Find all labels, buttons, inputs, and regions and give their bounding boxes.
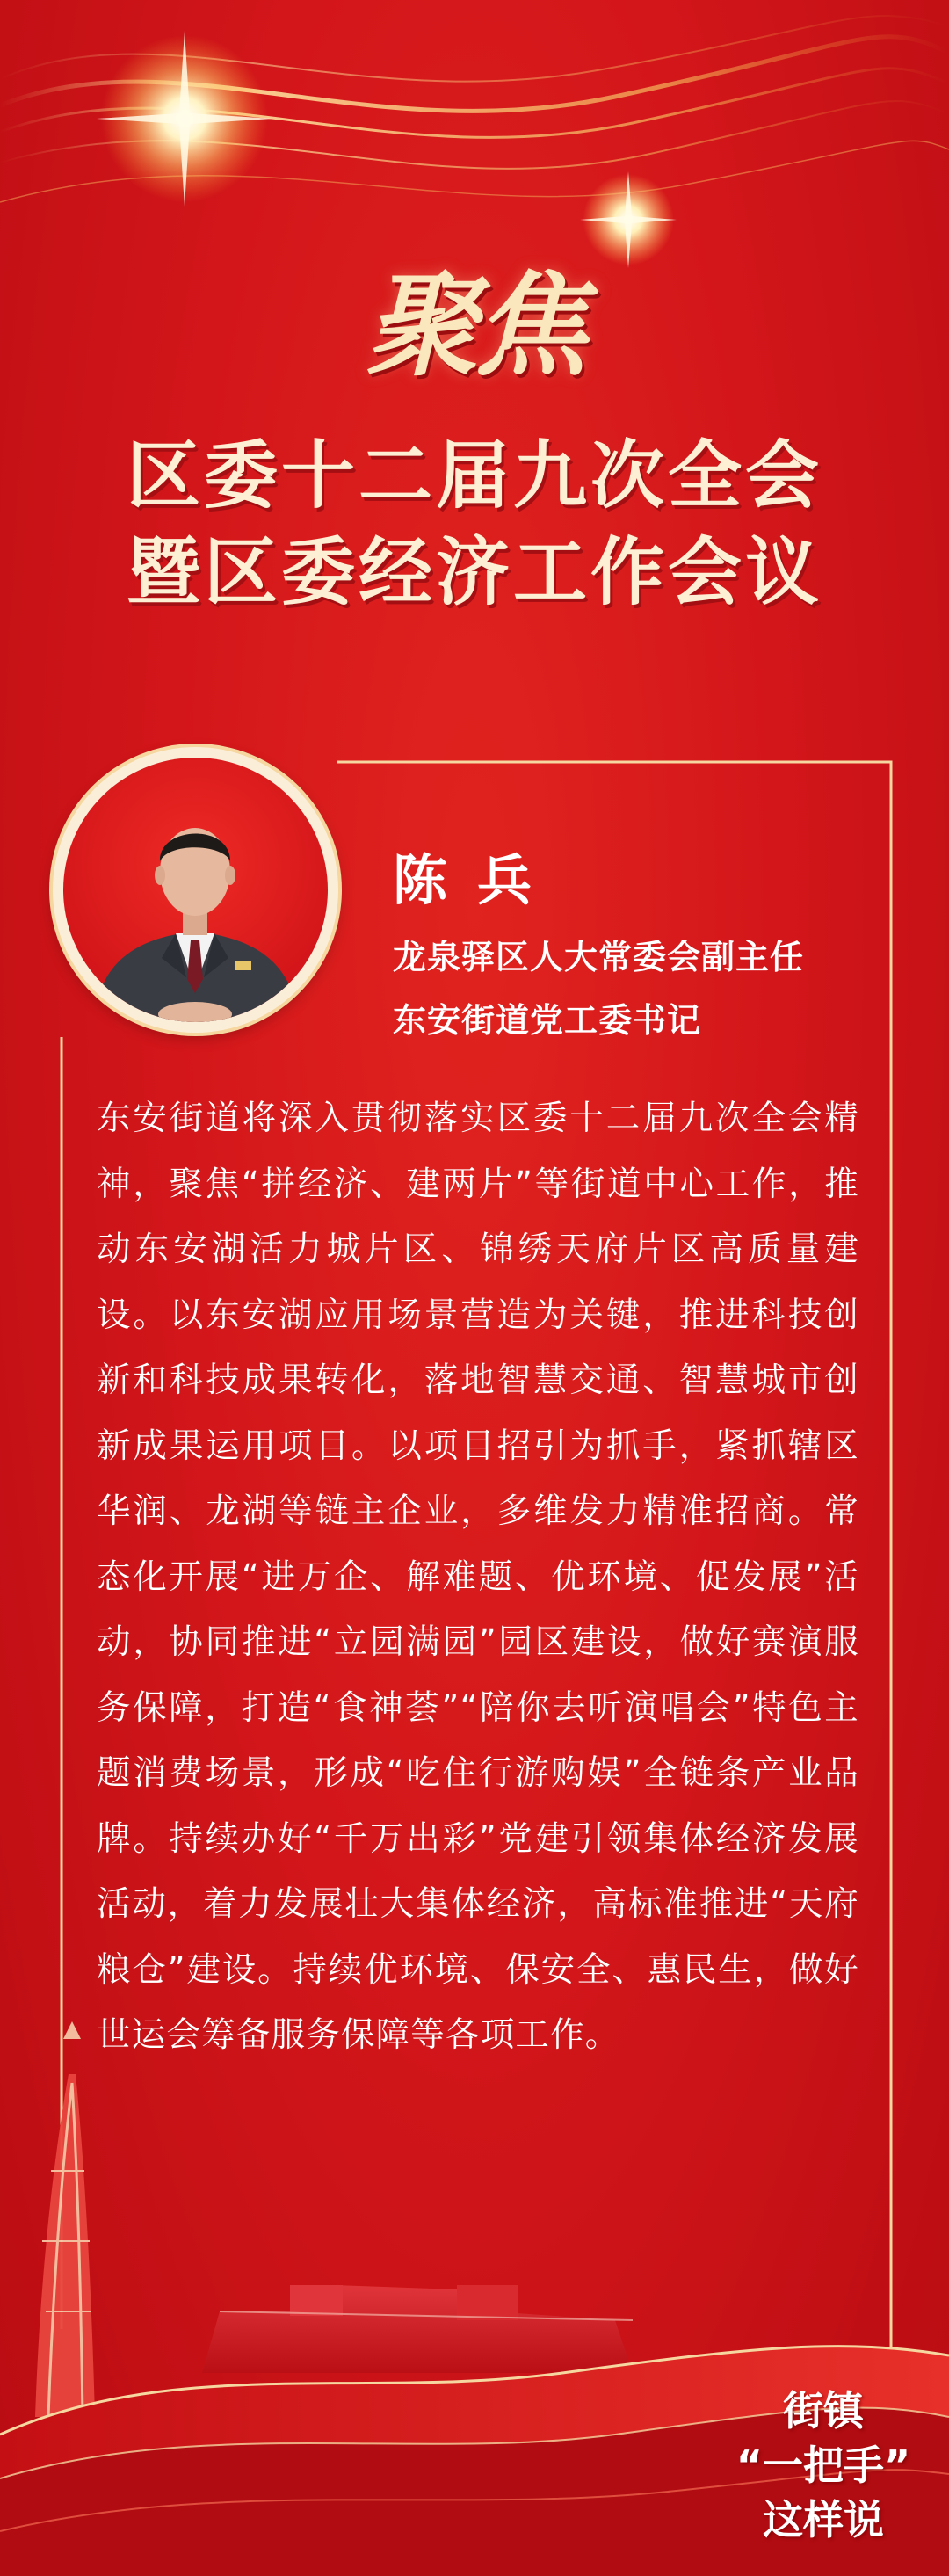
badge-line2: “一把手” [735,2442,911,2489]
article-body: 东安街道将深入贯彻落实区委十二届九次全会精神，聚焦“拼经济、建两片”等街道中心工作，推动东安湖活力城片区、锦绣天府片区高质量建设。以东安湖应用场景营造为关键，推进科技创新和科技成果转化，落地智慧交通、智慧城市创新成果运用项目。以项目招引为抓手，紧抓辖区华润、龙湖等链主企业，多维发力精准招商。常态化开展“进万企、解难题、优环境、促发展”活动，协同推进“立园满园”园区建设，做好赛演服务保障，打造“食神荟”“陪你去听演唱会”特色主题消费场景，形成“吃住行游购娱”全链条产业品牌。持续办好“千万出彩”党建引领集体经济发展活动，着力发展壮大集体经济，高标准推进“天府粮仓”建设。持续优环境、保安全、惠民生，做好世运会筹备服务保障等各项工作。 [97,1099,859,2055]
person-role-line2: 东安街道党工委书记 [393,1001,702,1040]
person-name: 陈兵 [393,848,562,912]
badge-line3: 这样说 [763,2496,884,2543]
great-wall-icon [202,2285,633,2373]
page-title-line2: 暨区委经济工作会议 [126,529,822,615]
page-title-line1: 区委十二届九次全会 [126,432,822,519]
tower-icon [35,2021,95,2417]
person-portrait-icon [63,758,328,1022]
heading-focus: 聚焦 [365,260,583,392]
sparkle-flare-icon [97,31,272,207]
person-role-line1: 龙泉驿区人大常委会副主任 [393,938,805,976]
column-badge [731,2384,916,2547]
avatar [53,747,338,1033]
badge-line1: 街镇 [783,2387,864,2435]
